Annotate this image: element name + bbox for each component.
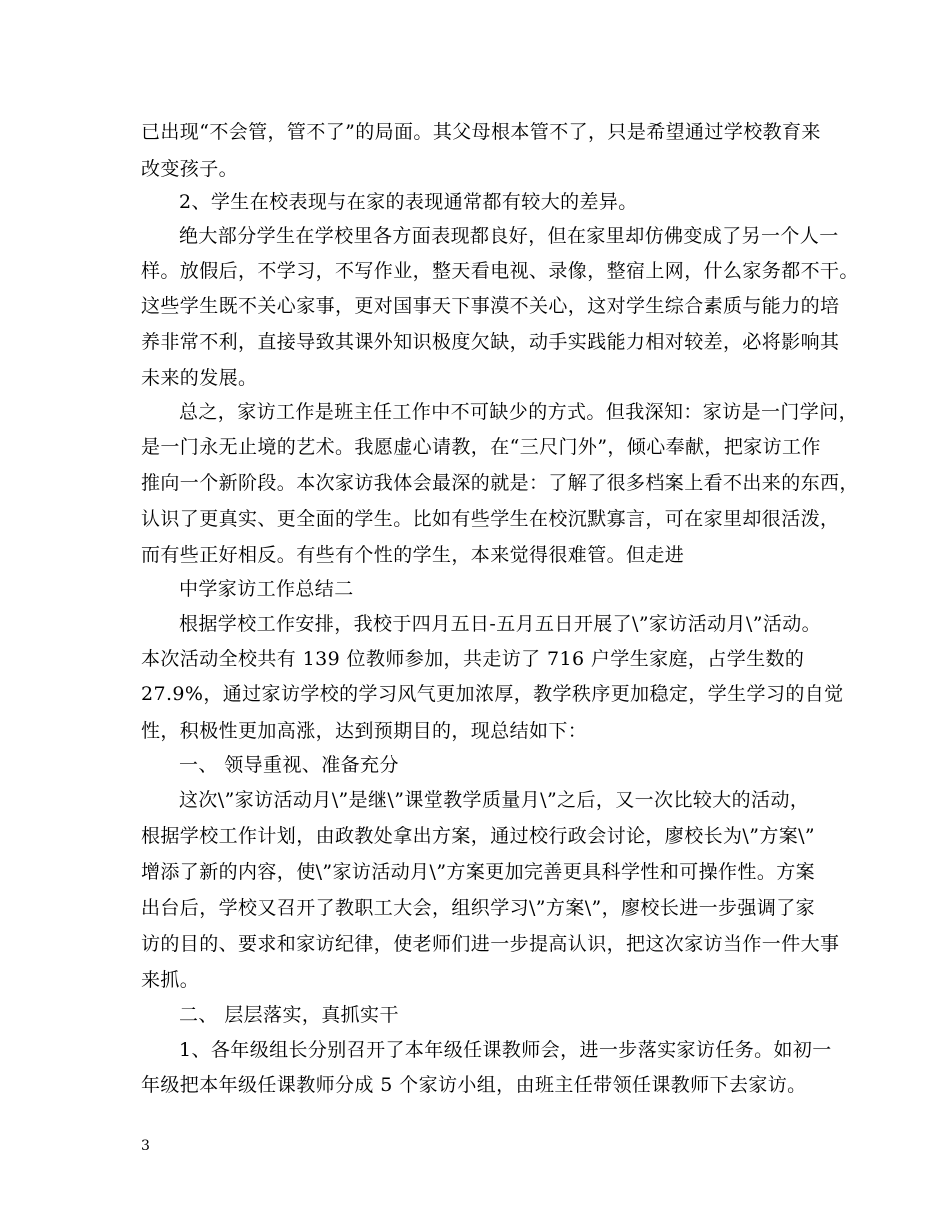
subsection-heading: 二、 层层落实，真抓实干 <box>179 1004 399 1026</box>
text-line: 2、学生在校表现与在家的表现通常都有较大的差异。 <box>179 191 638 213</box>
text-line: 增添了新的内容，使\”家访活动月\”方案更加完善更具科学性和可操作性。方案 <box>141 861 816 883</box>
text-line: 性，积极性更加高涨，达到预期目的，现总结如下： <box>141 720 588 742</box>
subsection-heading: 一、 领导重视、准备充分 <box>179 754 399 776</box>
text-line: 27.9%，通过家访学校的学习风气更加浓厚，教学秩序更加稳定，学生学习的自觉 <box>141 683 844 705</box>
text-line: 年级把本年级任课教师分成 5 个家访小组，由班主任带领任课教师下去家访。 <box>141 1074 807 1096</box>
text-line: 认识了更真实、更全面的学生。比如有些学生在校沉默寡言，可在家里却很活泼， <box>141 508 840 530</box>
page-number: 3 <box>141 1138 150 1154</box>
text-line: 而有些正好相反。有些有个性的学生，本来觉得很难管。但走进 <box>141 544 685 566</box>
text-line: 养非常不利，直接导致其课外知识极度欠缺，动手实践能力相对较差，必将影响其 <box>141 331 840 353</box>
text-line: 1、各年级组长分别召开了本年级任课教师会，进一步落实家访任务。如初一 <box>179 1039 832 1061</box>
text-line: 绝大部分学生在学校里各方面表现都良好，但在家里却仿佛变成了另一个人一 <box>179 225 839 247</box>
text-line: 来抓。 <box>141 969 200 991</box>
text-line: 样。放假后，不学习，不写作业，整天看电视、录像，整宿上网，什么家务都不干。 <box>141 260 859 282</box>
text-line: 这次\”家访活动月\”是继\”课堂教学质量月\”之后，又一次比较大的活动， <box>179 789 810 811</box>
text-line: 出台后，学校又召开了教职工大会，组织学习\”方案\”，廖校长进一步强调了家 <box>141 897 816 919</box>
text-line: 是一门永无止境的艺术。我愿虚心请教，在“三尺门外”，倾心奉献，把家访工作 <box>141 436 821 458</box>
text-line: 访的目的、要求和家访纪律，使老师们进一步提高认识，把这次家访当作一件大事 <box>141 933 840 955</box>
text-line: 根据学校工作安排，我校于四月五日-五月五日开展了\”家访活动月\”活动。 <box>179 613 822 635</box>
text-line: 本次活动全校共有 139 位教师参加，共走访了 716 户学生家庭，占学生数的 <box>141 648 805 670</box>
text-line: 改变孩子。 <box>141 158 239 180</box>
text-line: 已出现“不会管，管不了”的局面。其父母根本管不了，只是希望通过学校教育来 <box>141 121 821 143</box>
text-line: 这些学生既不关心家事，更对国事天下事漠不关心，这对学生综合素质与能力的培 <box>141 295 840 317</box>
text-line: 推向一个新阶段。本次家访我体会最深的就是：了解了很多档案上看不出来的东西， <box>141 472 859 494</box>
text-line: 根据学校工作计划，由政教处拿出方案，通过校行政会讨论，廖校长为\”方案\” <box>141 825 816 847</box>
text-line: 未来的发展。 <box>141 367 258 389</box>
section-heading: 中学家访工作总结二 <box>179 578 354 600</box>
text-line: 总之，家访工作是班主任工作中不可缺少的方式。但我深知：家访是一门学问， <box>179 401 859 423</box>
